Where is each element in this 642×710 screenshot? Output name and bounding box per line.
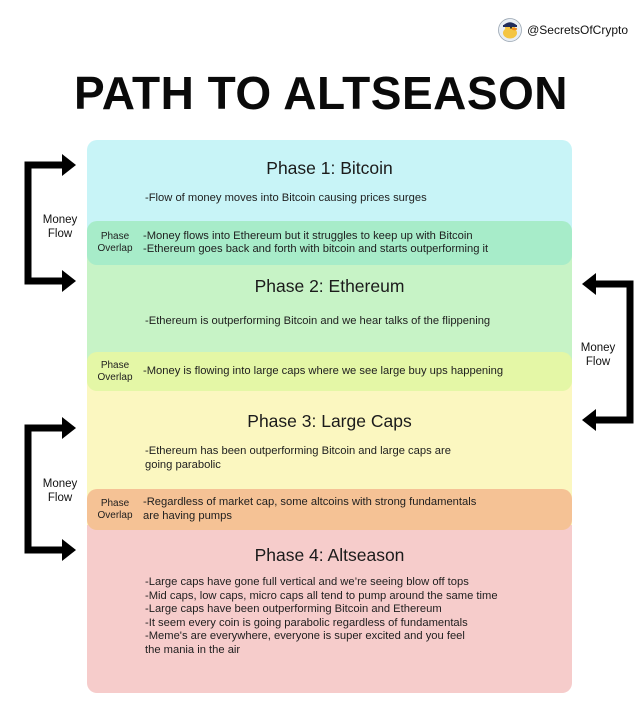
- phase-overlap-1: [87, 221, 572, 265]
- page-title: PATH TO ALTSEASON: [73, 67, 569, 119]
- phase-4-section: [87, 525, 572, 693]
- phase-4-line: -Meme's are everywhere, everyone is super excited and you feel: [145, 630, 465, 642]
- phase-overlap-label-line: Phase: [100, 497, 130, 509]
- overlap-line: -Money is flowing into large caps where we see large buy ups happening: [143, 364, 504, 377]
- money-flow-label: [34, 213, 86, 241]
- phase-3-line: -Ethereum has been outperforming Bitcoin and large caps are: [145, 445, 451, 457]
- phase-4-line: the mania in the air: [145, 643, 241, 656]
- phase-overlap-2: [87, 352, 572, 391]
- phase-overlap-2-text: [143, 365, 503, 379]
- phase-1-title: Phase 1: Bitcoin: [266, 158, 393, 178]
- rubber-duck-avatar-icon: [498, 18, 522, 42]
- phase-4-line: -Large caps have been outperforming Bitcoin and Ethereum: [145, 603, 442, 615]
- author-handle: [498, 18, 628, 42]
- money-flow-label: [34, 477, 86, 505]
- phase-2-title: Phase 2: Ethereum: [254, 276, 405, 296]
- phase-overlap-label-line: Phase: [100, 231, 130, 242]
- phase-2-line: -Ethereum is outperforming Bitcoin and we hear talks of the flippening: [145, 315, 491, 327]
- phase-4-line: -It seem every coin is going parabolic regardless of fundamentals: [145, 616, 468, 629]
- phase-overlap-3: [87, 489, 572, 530]
- phase-overlap-label: [87, 498, 143, 522]
- phase-4-line: -Large caps have gone full vertical and we’re seeing blow off tops: [145, 576, 469, 588]
- phase-1-text: [145, 192, 560, 206]
- money-flow-label-line: Flow: [47, 492, 73, 504]
- phase-4-title: Phase 4: Altseason: [254, 545, 405, 565]
- phase-overlap-label-line: Overlap: [97, 509, 133, 521]
- phase-2-text: [145, 315, 560, 329]
- phase-3-line: going parabolic: [145, 458, 221, 471]
- phase-overlap-3-text: [143, 496, 476, 523]
- handle-text: @SecretsOfCrypto: [527, 23, 628, 37]
- money-flow-label: [572, 341, 624, 369]
- phase-overlap-label: [87, 231, 143, 255]
- phase-3-text: [145, 445, 560, 472]
- phase-4-line: -Mid caps, low caps, micro caps all tend to pump around the same time: [145, 589, 498, 602]
- phase-4-text: [145, 576, 560, 657]
- overlap-line: -Money flows into Ethereum but it struggles to keep up with Bitcoin: [143, 229, 473, 242]
- phase-overlap-label-line: Phase: [100, 359, 130, 371]
- overlap-line: are having pumps: [143, 509, 232, 522]
- phase-overlap-label: [87, 360, 143, 384]
- phase-3-title: Phase 3: Large Caps: [247, 411, 412, 431]
- phase-overlap-1-text: [143, 230, 488, 257]
- money-flow-label-line: Flow: [47, 228, 73, 240]
- overlap-line: -Ethereum goes back and forth with bitcoin and starts outperforming it: [143, 243, 489, 255]
- money-flow-label-line: Flow: [585, 356, 611, 368]
- overlap-line: -Regardless of market cap, some altcoins with strong fundamentals: [143, 496, 477, 508]
- phase-overlap-label-line: Overlap: [97, 243, 133, 254]
- money-flow-label-line: Money: [42, 478, 78, 490]
- money-flow-label-line: Money: [42, 214, 78, 226]
- phase-overlap-label-line: Overlap: [97, 371, 133, 383]
- phase-1-line: -Flow of money moves into Bitcoin causing prices surges: [145, 192, 427, 204]
- money-flow-label-line: Money: [580, 342, 616, 354]
